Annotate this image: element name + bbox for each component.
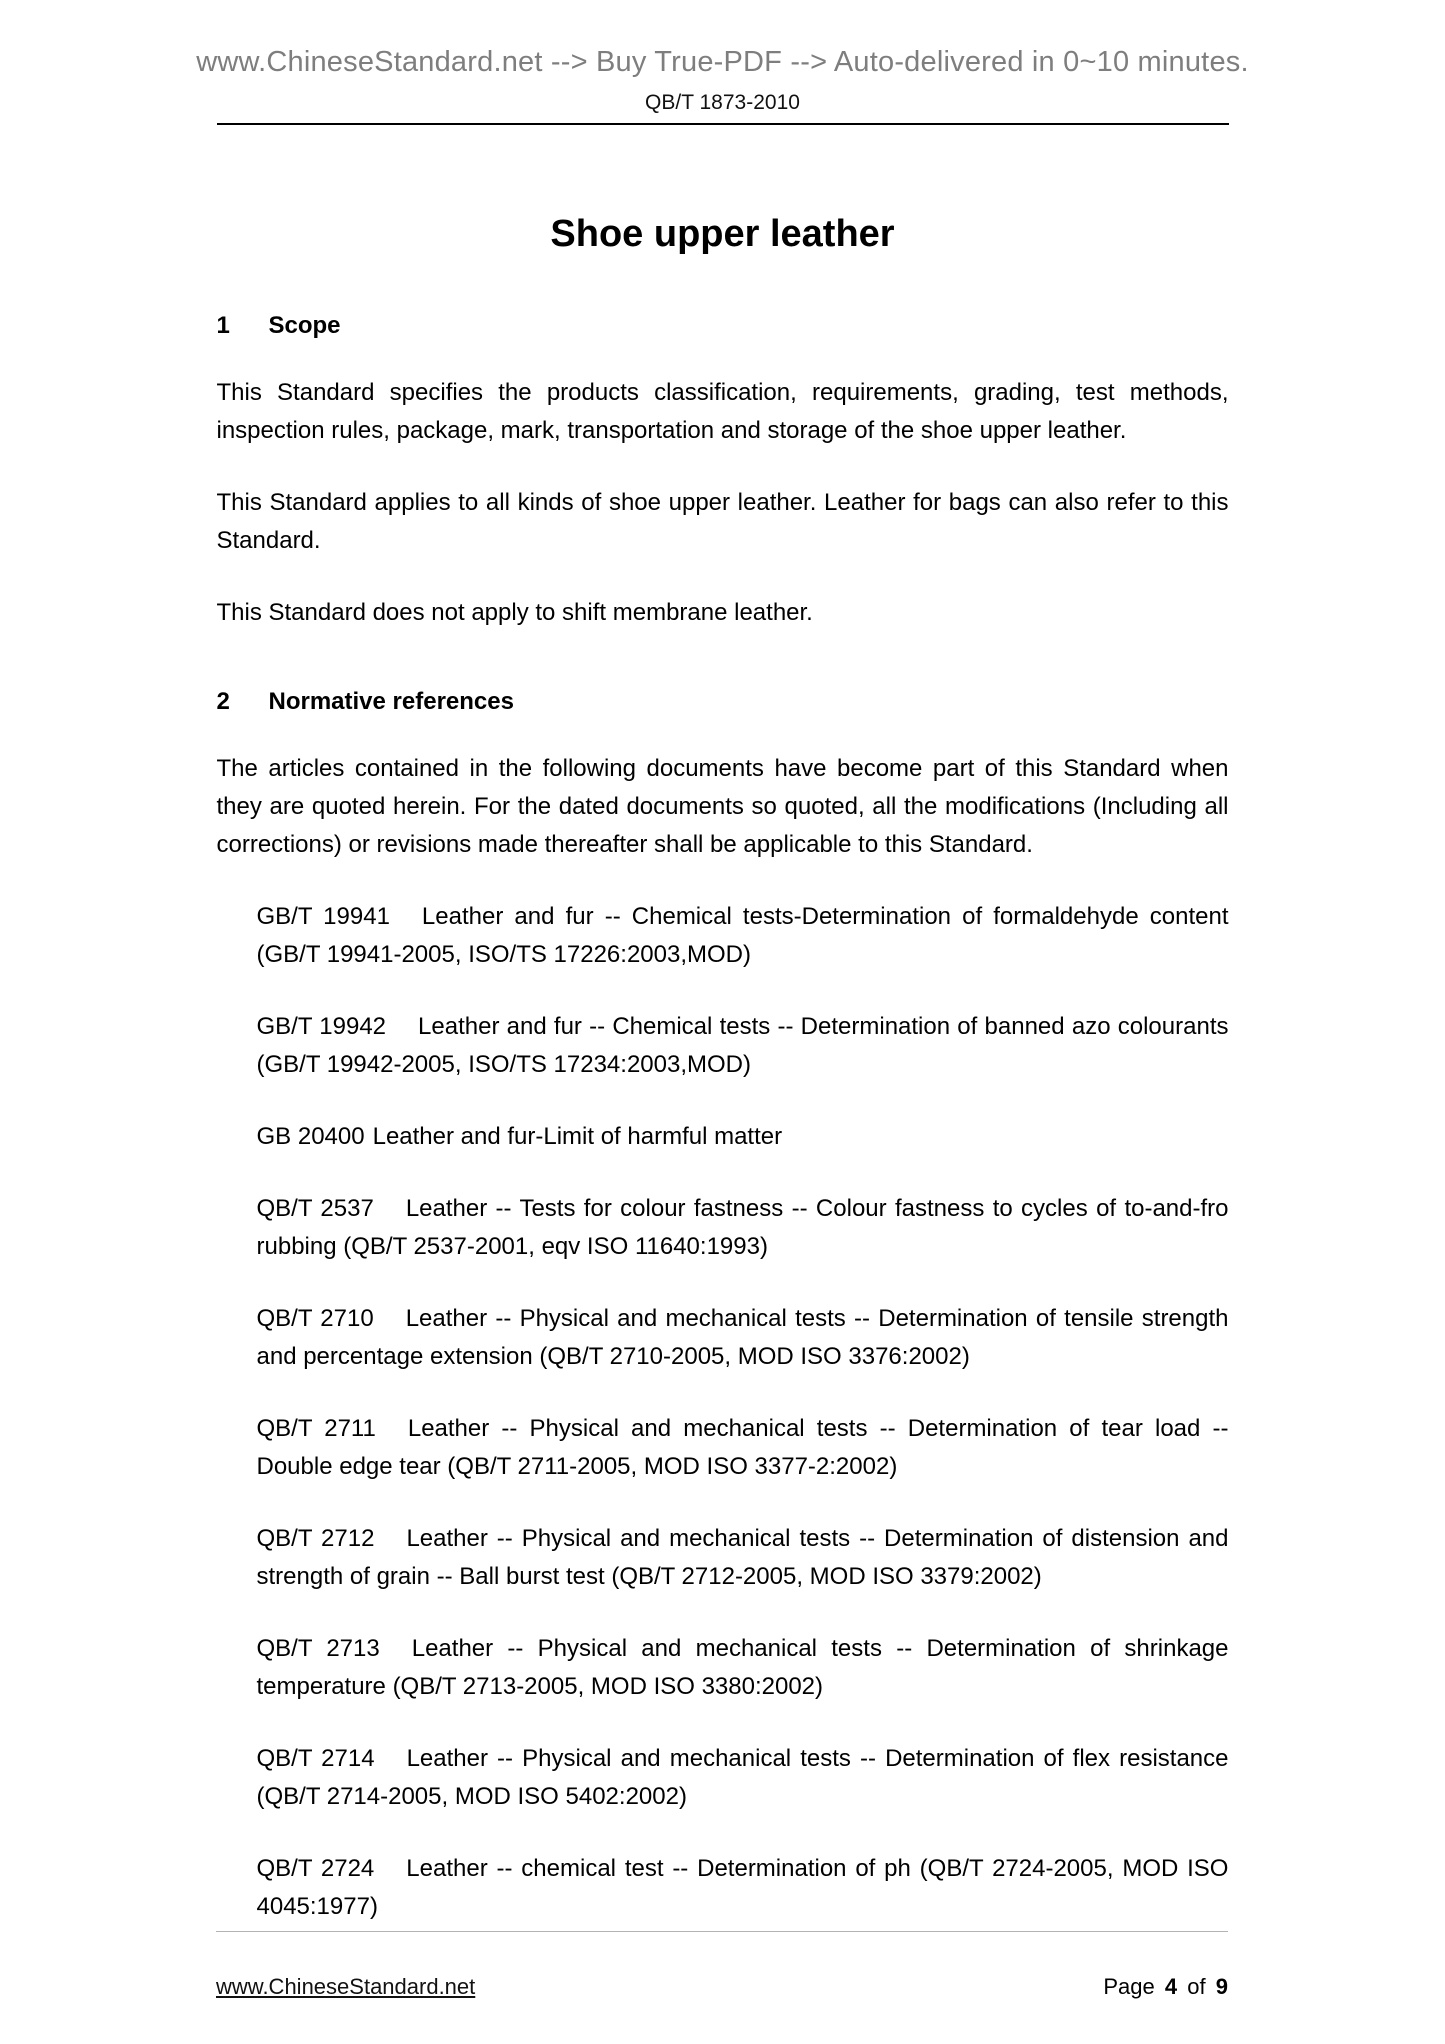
page-footer <box>216 1974 1228 2000</box>
reference-text: Leather -- Physical and mechanical tests -- Determination of tear load -- Double edge tear (QB/T 2711-2005, MOD ISO 3377-2:2002) <box>256 1415 1229 1480</box>
page-number-total: 9 <box>1215 1974 1228 1999</box>
footer-divider <box>216 1931 1228 1932</box>
reference-text: Leather -- Tests for colour fastness -- Colour fastness to cycles of to-and-fro rubbing (QB/T 2537-2001, eqv ISO 11640:1993) <box>256 1195 1229 1260</box>
reference-text: Leather -- chemical test -- Determination of ph (QB/T 2724-2005, MOD ISO 4045:1977) <box>256 1855 1229 1920</box>
reference-item <box>257 1850 1229 1926</box>
document-body <box>217 213 1229 1926</box>
page-indicator <box>1099 1974 1228 2000</box>
reference-code: QB/T 2724 <box>256 1855 375 1882</box>
reference-code: GB 20400 <box>256 1123 365 1150</box>
reference-text: Leather -- Physical and mechanical tests -- Determination of flex resistance (QB/T 2714-2005, MOD ISO 5402:2002) <box>256 1745 1229 1810</box>
reference-item <box>257 1410 1229 1486</box>
section-1-heading <box>217 312 1229 340</box>
header-divider <box>217 123 1229 125</box>
reference-code: QB/T 2537 <box>256 1195 374 1222</box>
of-word: of <box>1187 1974 1206 1999</box>
scope-paragraph: This Standard does not apply to shift membrane leather. <box>216 599 813 626</box>
normative-intro-paragraph: The articles contained in the following documents have become part of this Standard when they are quoted herein. For the dated documents so quoted, all the modifications (Including all corrections) or revisions made thereafter shall be applicable to this Standard. <box>216 755 1229 858</box>
reference-text: Leather -- Physical and mechanical tests -- Determination of tensile strength and percentage extension (QB/T 2710-2005, MOD ISO 3376:2002) <box>256 1305 1229 1370</box>
reference-code: QB/T 2710 <box>256 1305 374 1332</box>
page-number-current: 4 <box>1164 1974 1178 1999</box>
document-title: Shoe upper leather <box>550 213 895 255</box>
reference-item <box>257 1520 1229 1596</box>
header-promo-text: www.ChineseStandard.net --> Buy True-PDF --> Auto-delivered in 0~10 minutes. <box>196 46 1249 78</box>
reference-code: QB/T 2712 <box>256 1525 375 1552</box>
reference-text: Leather and fur -- Chemical tests-Determination of formaldehyde content (GB/T 19941-2005, ISO/TS 17226:2003,MOD) <box>256 903 1229 968</box>
reference-item <box>257 1630 1229 1706</box>
reference-code: GB/T 19942 <box>256 1013 387 1040</box>
reference-text: Leather -- Physical and mechanical tests -- Determination of shrinkage temperature (QB/T 2713-2005, MOD ISO 3380:2002) <box>256 1635 1229 1700</box>
reference-text: Leather -- Physical and mechanical tests -- Determination of distension and strength of grain -- Ball burst test (QB/T 2712-2005, MOD ISO 3379:2002) <box>256 1525 1229 1590</box>
section-1-number: 1 <box>216 312 230 339</box>
reference-code: QB/T 2714 <box>256 1745 375 1772</box>
reference-text: Leather and fur -- Chemical tests -- Determination of banned azo colourants (GB/T 19942-2005, ISO/TS 17234:2003,MOD) <box>256 1013 1229 1078</box>
reference-text: Leather and fur-Limit of harmful matter <box>372 1123 783 1150</box>
standard-code: QB/T 1873-2010 <box>645 91 800 114</box>
page-word: Page <box>1103 1974 1155 1999</box>
footer-site-link[interactable]: www.ChineseStandard.net <box>216 1974 476 1999</box>
reference-item <box>257 1118 1229 1156</box>
reference-item <box>257 898 1229 974</box>
section-1-title: Scope <box>268 312 341 339</box>
reference-code: GB/T 19941 <box>256 903 390 930</box>
reference-item <box>257 1008 1229 1084</box>
section-2-number: 2 <box>216 688 230 715</box>
reference-item <box>257 1740 1229 1816</box>
reference-code: QB/T 2711 <box>256 1415 376 1442</box>
reference-code: QB/T 2713 <box>256 1635 380 1662</box>
reference-item <box>257 1190 1229 1266</box>
section-2-title: Normative references <box>268 688 514 715</box>
section-2-heading <box>217 688 1229 716</box>
scope-paragraph: This Standard specifies the products classification, requirements, grading, test methods, inspection rules, package, mark, transportation and storage of the shoe upper leather. <box>216 379 1229 444</box>
scope-paragraph: This Standard applies to all kinds of shoe upper leather. Leather for bags can also refer to this Standard. <box>216 489 1229 554</box>
reference-item <box>257 1300 1229 1376</box>
